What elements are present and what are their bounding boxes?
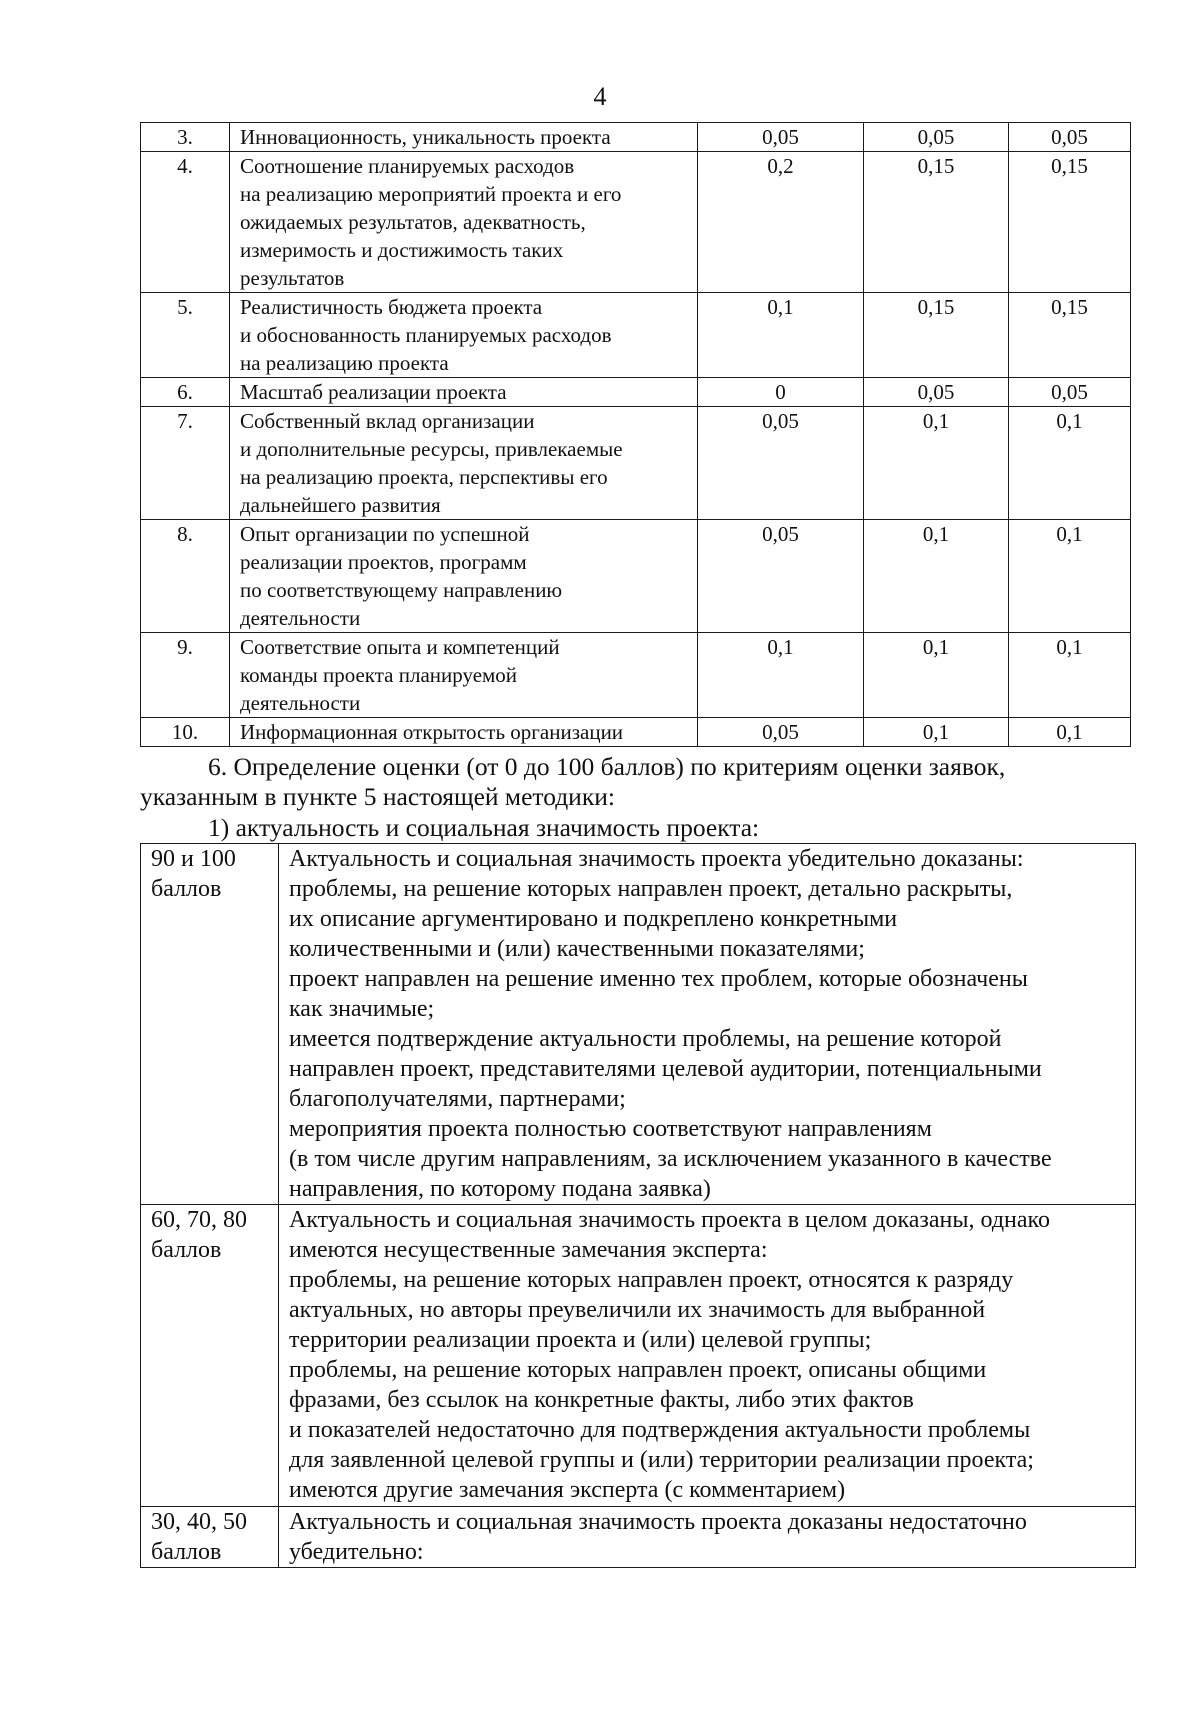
score-description-line: проект направлен на решение именно тех проблем, которые обозначены xyxy=(289,966,1028,992)
weight-value-2: 0,1 xyxy=(864,718,1009,747)
weight-value-2: 0,15 xyxy=(864,152,1009,293)
weight-value-1: 0,2 xyxy=(698,152,864,293)
weight-value-3: 0,1 xyxy=(1009,718,1131,747)
score-description-line: фразами, без ссылок на конкретные факты, либо этих фактов xyxy=(289,1387,914,1413)
criteria-name xyxy=(230,293,698,378)
scoring-table xyxy=(140,843,1136,1568)
score-range xyxy=(141,844,279,1205)
score-description xyxy=(279,1507,1136,1568)
section-6-paragraph xyxy=(140,752,1135,812)
section-6-line-1: 6. Определение оценки (от 0 до 100 баллов) по критериям оценки заявок, xyxy=(208,752,1006,781)
criteria-name-line: Соответствие опыта и компетенций xyxy=(240,635,560,659)
score-description xyxy=(279,1205,1136,1507)
weight-value-3: 0,15 xyxy=(1009,293,1131,378)
weight-value-3: 0,1 xyxy=(1009,520,1131,633)
score-description-line: как значимые; xyxy=(289,996,435,1022)
weight-value-2: 0,1 xyxy=(864,633,1009,718)
weight-value-2: 0,1 xyxy=(864,407,1009,520)
score-description-line: Актуальность и социальная значимость проекта в целом доказаны, однако xyxy=(289,1207,1050,1233)
score-row xyxy=(141,1507,1136,1568)
weight-value-1: 0,05 xyxy=(698,718,864,747)
weight-value-3: 0,1 xyxy=(1009,633,1131,718)
score-range xyxy=(141,1205,279,1507)
criteria-name-line: на реализацию проекта xyxy=(240,351,449,375)
criteria-number: 8. xyxy=(141,520,230,633)
score-description-line: Актуальность и социальная значимость проекта доказаны недостаточно xyxy=(289,1509,1027,1535)
criteria-name-line: и дополнительные ресурсы, привлекаемые xyxy=(240,437,623,461)
subsection-1-heading: 1) актуальность и социальная значимость проекта: xyxy=(208,813,760,842)
criteria-name-line: Масштаб реализации проекта xyxy=(240,380,507,404)
score-description-line: проблемы, на решение которых направлен проект, детально раскрыты, xyxy=(289,876,1013,902)
criteria-name-line: Собственный вклад организации xyxy=(240,409,535,433)
score-description-line: убедительно: xyxy=(289,1539,424,1565)
weight-value-1: 0,05 xyxy=(698,123,864,152)
criteria-weights-table xyxy=(140,122,1131,747)
score-description-line: Актуальность и социальная значимость проекта убедительно доказаны: xyxy=(289,846,1024,872)
page-number: 4 xyxy=(593,82,607,111)
criteria-row xyxy=(141,123,1131,152)
criteria-name xyxy=(230,123,698,152)
score-description-line: имеются другие замечания эксперта (с комментарием) xyxy=(289,1477,846,1503)
criteria-number: 3. xyxy=(141,123,230,152)
criteria-row xyxy=(141,407,1131,520)
score-row xyxy=(141,844,1136,1205)
criteria-name-line: Информационная открытость организации xyxy=(240,720,624,744)
score-description-line: мероприятия проекта полностью соответствуют направлениям xyxy=(289,1116,932,1142)
score-range-line: 30, 40, 50 xyxy=(151,1509,247,1535)
criteria-name-line: на реализацию мероприятий проекта и его xyxy=(240,182,622,206)
criteria-name-line: Опыт организации по успешной xyxy=(240,522,530,546)
criteria-name-line: Инновационность, уникальность проекта xyxy=(240,125,611,149)
criteria-row xyxy=(141,378,1131,407)
criteria-name xyxy=(230,407,698,520)
criteria-name-line: Соотношение планируемых расходов xyxy=(240,154,575,178)
score-description xyxy=(279,844,1136,1205)
section-6-line-2: указанным в пункте 5 настоящей методики: xyxy=(140,782,615,811)
score-description-line: (в том числе другим направлениям, за исключением указанного в качестве xyxy=(289,1146,1052,1172)
score-description-line: актуальных, но авторы преувеличили их значимость для выбранной xyxy=(289,1297,986,1323)
score-range-line: 90 и 100 xyxy=(151,846,236,872)
criteria-name-line: деятельности xyxy=(240,691,361,715)
score-range-line: баллов xyxy=(151,876,222,902)
weight-value-2: 0,05 xyxy=(864,378,1009,407)
weight-value-3: 0,05 xyxy=(1009,123,1131,152)
score-row xyxy=(141,1205,1136,1507)
criteria-row xyxy=(141,152,1131,293)
criteria-name-line: деятельности xyxy=(240,606,361,630)
criteria-name xyxy=(230,633,698,718)
weight-value-3: 0,05 xyxy=(1009,378,1131,407)
score-description-line: проблемы, на решение которых направлен проект, описаны общими xyxy=(289,1357,987,1383)
weight-value-1: 0,1 xyxy=(698,293,864,378)
score-description-line: для заявленной целевой группы и (или) территории реализации проекта; xyxy=(289,1447,1034,1473)
criteria-name-line: дальнейшего развития xyxy=(240,493,441,517)
criteria-number: 9. xyxy=(141,633,230,718)
score-range-line: баллов xyxy=(151,1539,222,1565)
criteria-number: 6. xyxy=(141,378,230,407)
weight-value-1: 0,1 xyxy=(698,633,864,718)
criteria-name-line: команды проекта планируемой xyxy=(240,663,518,687)
score-description-line: территории реализации проекта и (или) целевой группы; xyxy=(289,1327,872,1353)
criteria-number: 7. xyxy=(141,407,230,520)
weight-value-3: 0,15 xyxy=(1009,152,1131,293)
criteria-row xyxy=(141,520,1131,633)
criteria-name-line: и обоснованность планируемых расходов xyxy=(240,323,612,347)
criteria-name xyxy=(230,152,698,293)
criteria-row xyxy=(141,293,1131,378)
score-range xyxy=(141,1507,279,1568)
score-description-line: имеются несущественные замечания эксперта: xyxy=(289,1237,768,1263)
criteria-name-line: на реализацию проекта, перспективы его xyxy=(240,465,608,489)
score-description-line: благополучателями, партнерами; xyxy=(289,1086,626,1112)
criteria-name-line: результатов xyxy=(240,266,345,290)
score-description-line: направлен проект, представителями целевой аудитории, потенциальными xyxy=(289,1056,1042,1082)
criteria-name xyxy=(230,520,698,633)
criteria-name-line: реализации проектов, программ xyxy=(240,550,527,574)
score-range-line: баллов xyxy=(151,1237,222,1263)
criteria-row xyxy=(141,633,1131,718)
criteria-number: 5. xyxy=(141,293,230,378)
weight-value-2: 0,15 xyxy=(864,293,1009,378)
score-description-line: количественными и (или) качественными показателями; xyxy=(289,936,865,962)
weight-value-3: 0,1 xyxy=(1009,407,1131,520)
criteria-name xyxy=(230,378,698,407)
criteria-name-line: Реалистичность бюджета проекта xyxy=(240,295,543,319)
weight-value-2: 0,05 xyxy=(864,123,1009,152)
score-description-line: направления, по которому подана заявка) xyxy=(289,1176,711,1202)
criteria-name-line: ожидаемых результатов, адекватность, xyxy=(240,210,586,234)
weight-value-1: 0,05 xyxy=(698,520,864,633)
weight-value-1: 0 xyxy=(698,378,864,407)
criteria-row xyxy=(141,718,1131,747)
score-description-line: проблемы, на решение которых направлен проект, относятся к разряду xyxy=(289,1267,1014,1293)
criteria-number: 10. xyxy=(141,718,230,747)
weight-value-1: 0,05 xyxy=(698,407,864,520)
criteria-name-line: по соответствующему направлению xyxy=(240,578,563,602)
weight-value-2: 0,1 xyxy=(864,520,1009,633)
score-description-line: их описание аргументировано и подкреплено конкретными xyxy=(289,906,898,932)
score-description-line: и показателей недостаточно для подтверждения актуальности проблемы xyxy=(289,1417,1031,1443)
criteria-name-line: измеримость и достижимость таких xyxy=(240,238,564,262)
criteria-number: 4. xyxy=(141,152,230,293)
score-range-line: 60, 70, 80 xyxy=(151,1207,247,1233)
criteria-name xyxy=(230,718,698,747)
score-description-line: имеется подтверждение актуальности проблемы, на решение которой xyxy=(289,1026,1002,1052)
